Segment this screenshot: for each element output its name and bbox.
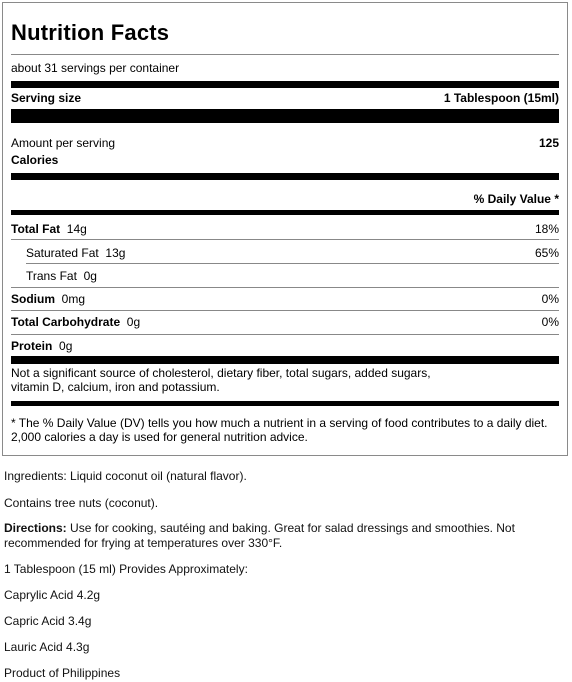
nutrient-amount: 0g: [126, 315, 141, 329]
divider: [11, 54, 559, 55]
allergen-text: Contains tree nuts (coconut).: [4, 496, 159, 510]
thick-divider: [11, 173, 559, 180]
nutrient-row-total-fat: [11, 222, 559, 236]
servings-per-container: about 31 servings per container: [11, 61, 180, 75]
nutrient-dv: 18%: [534, 222, 559, 236]
calories-value-row: [11, 136, 559, 150]
daily-value-header: % Daily Value *: [473, 192, 559, 206]
nutrient-dv: 0%: [541, 292, 559, 306]
directions-label: Directions:: [4, 521, 67, 535]
directions-line: Use for cooking, sautéing and baking. Great for salad dressings and smoothies. Not: [66, 521, 515, 535]
nutrient-amount: 0g: [83, 269, 97, 283]
divider: [26, 263, 559, 264]
calories-value: 125: [538, 136, 559, 150]
nutrient-row-sodium: [11, 292, 559, 306]
divider: [11, 287, 559, 288]
lauric-acid-text: Lauric Acid 4.3g: [4, 640, 90, 654]
footnote-line: * The % Daily Value (DV) tells you how much a nutrient in a serving of food contributes to a daily diet.: [11, 416, 548, 430]
divider: [11, 334, 559, 335]
origin-text: Product of Philippines: [4, 666, 121, 680]
nutrient-row-protein: [11, 339, 559, 353]
nutrient-name: Total Fat: [11, 222, 61, 236]
thick-divider: [11, 356, 559, 364]
directions-text: [4, 521, 515, 535]
thick-divider: [11, 81, 559, 88]
nutrient-name: Protein: [11, 339, 53, 353]
nutrient-row-total-carbohydrate: [11, 315, 559, 329]
daily-value-header-row: [11, 192, 559, 206]
nutrient-name: Saturated Fat: [26, 246, 99, 260]
provides-text: 1 Tablespoon (15 ml) Provides Approximately:: [4, 562, 248, 576]
divider: [11, 239, 559, 240]
nutrient-amount: 13g: [105, 246, 126, 260]
nutrient-amount: 0mg: [61, 292, 86, 306]
nutrient-name: Sodium: [11, 292, 55, 306]
label-title: Nutrition Facts: [11, 20, 170, 45]
amount-per-serving-label: Amount per serving: [11, 136, 116, 150]
nutrient-amount: 0g: [59, 339, 73, 353]
nutrient-dv: 65%: [534, 246, 559, 260]
nutrient-amount: 14g: [66, 222, 87, 236]
serving-size-label: Serving size: [11, 91, 82, 105]
calories-row: [11, 153, 559, 167]
capric-acid-text: Capric Acid 3.4g: [4, 614, 92, 628]
nutrient-row-saturated-fat: [26, 246, 559, 260]
not-significant-line: vitamin D, calcium, iron and potassium.: [11, 380, 220, 394]
serving-size-value: 1 Tablespoon (15ml): [443, 91, 559, 105]
nutrient-dv: 0%: [541, 315, 559, 329]
nutrition-facts-panel: [2, 2, 568, 456]
thick-divider: [11, 109, 559, 123]
caprylic-acid-text: Caprylic Acid 4.2g: [4, 588, 101, 602]
not-significant-line: Not a significant source of cholesterol, dietary fiber, total sugars, added sugars,: [11, 366, 431, 380]
nutrient-name: Total Carbohydrate: [11, 315, 121, 329]
nutrient-name: Trans Fat: [26, 269, 77, 283]
directions-line: recommended for frying at temperatures over 330°F.: [4, 536, 283, 550]
thick-divider: [11, 401, 559, 406]
serving-size-row: [11, 91, 559, 105]
calories-label: Calories: [11, 153, 59, 167]
not-significant-note: [11, 366, 559, 394]
daily-value-footnote: [11, 416, 559, 444]
ingredients-text: Ingredients: Liquid coconut oil (natural flavor).: [4, 469, 247, 483]
thick-divider: [11, 210, 559, 215]
footnote-line: 2,000 calories a day is used for general nutrition advice.: [11, 430, 308, 444]
nutrient-row-trans-fat: [26, 269, 559, 283]
divider: [11, 310, 559, 311]
